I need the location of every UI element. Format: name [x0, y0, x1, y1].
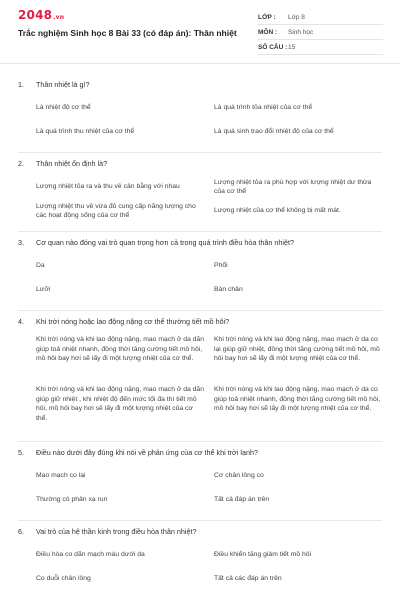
option-c[interactable]: Lưỡi	[36, 286, 51, 294]
options	[18, 175, 382, 223]
page-title: Trắc nghiệm Sinh học 8 Bài 33 (có đáp án): Thân nhiệt	[18, 28, 237, 38]
option-a[interactable]: Lượng nhiệt tỏa ra và thu về cân bằng với nhau	[36, 183, 180, 191]
header	[0, 0, 400, 64]
option-b[interactable]: Cơ chân lông co	[214, 472, 264, 480]
option-a[interactable]: Mao mạch co lại	[36, 472, 86, 480]
question-4	[18, 311, 382, 442]
question-text: Cơ quan nào đóng vai trò quan trọng hơn cả trong quá trình điều hòa thân nhiệt?	[36, 238, 294, 247]
option-c[interactable]: Co duỗi chân lông	[36, 575, 91, 583]
option-d[interactable]: Khi trời nóng và khi lao động nặng, mao mạch ở da co giúp toả nhiệt nhanh, đồng thời tăng cường tiết mồ hôi, mồ hôi bay hơi sẽ lấy đi một lượng nhiệt của cơ thể.	[214, 386, 381, 412]
meta-table	[258, 10, 383, 55]
options	[18, 464, 382, 512]
question-number: 5.	[18, 448, 24, 457]
option-b[interactable]: Phổi	[214, 262, 228, 270]
question-number: 1.	[18, 80, 24, 89]
option-c[interactable]: Thường có phản xạ run	[36, 496, 108, 504]
logo-suffix: .vn	[53, 14, 65, 21]
option-c[interactable]: Khi trời nóng và khi lao động nặng, mao mạch ở da dãn giúp giữ nhiệt , khi nhiệt độ đến mức tối đa thì tiết mồ hôi, mồ hôi bay hơi sẽ lấy đi một lượng nhiệt của cơ thể.	[36, 386, 204, 422]
option-b[interactable]: Điều khiển tăng giảm tiết mồ hôi	[214, 551, 312, 559]
meta-row-class	[258, 10, 383, 25]
question-3	[18, 232, 382, 311]
question-number: 6.	[18, 527, 24, 536]
question-number: 4.	[18, 317, 24, 326]
question-number: 3.	[18, 238, 24, 247]
option-b[interactable]: Lượng nhiệt tỏa ra phù hợp với lượng nhiệt dư thừa của cơ thể	[214, 178, 372, 195]
option-d[interactable]: Tất cả các đáp án trên	[214, 575, 282, 583]
question-text: Điều nào dưới đây đúng khi nói về phản ứng của cơ thể khi trời lạnh?	[36, 448, 258, 457]
option-d[interactable]: Tất cả đáp án trên	[214, 496, 270, 504]
option-c[interactable]: Lượng nhiệt thu về vừa đủ cung cấp năng lượng cho các hoạt động sống của cơ thể	[36, 202, 196, 219]
question-text: Thân nhiệt ổn định là?	[36, 159, 108, 168]
question-list	[0, 64, 400, 599]
question-text: Thân nhiệt là gì?	[36, 80, 90, 89]
meta-row-count	[258, 40, 383, 55]
question-2	[18, 153, 382, 232]
meta-row-subject	[258, 25, 383, 40]
option-b[interactable]: Khi trời nóng và khi lao động nặng, mao mạch ở da co lại giúp giữ nhiệt, đồng thời tăng cường tiết mồ hôi, mồ hôi bay hơi sẽ lấy đi một lượng nhiệt của cơ thể.	[214, 336, 380, 362]
option-a[interactable]: Da	[36, 262, 45, 270]
meta-label: SỐ CÂU :	[258, 43, 288, 51]
option-a[interactable]: Là nhiệt độ cơ thể	[36, 104, 91, 112]
question-6	[18, 521, 382, 599]
option-d[interactable]: Là quá sinh trao đổi nhiệt độ của cơ thể	[214, 128, 334, 136]
meta-value: Sinh học	[288, 28, 314, 36]
options	[18, 333, 382, 433]
option-c[interactable]: Là quá trình thu nhiệt của cơ thể	[36, 128, 135, 136]
question-text: Vai trò của hệ thần kinh trong điều hòa thân nhiệt?	[36, 527, 197, 536]
option-a[interactable]: Khi trời nóng và khi lao động nặng, mao mạch ở da dãn giúp toả nhiệt nhanh, đồng thời tăng cường tiết mồ hôi, mồ hôi bay hơi sẽ lấy đi một lượng nhiệt của cơ thể.	[36, 336, 204, 362]
options	[18, 96, 382, 144]
meta-label: MÔN :	[258, 28, 278, 36]
options	[18, 254, 382, 302]
question-text: Khi trời nóng hoặc lao động nặng cơ thể thường tiết mồ hôi?	[36, 317, 230, 326]
meta-label: LỚP :	[258, 13, 276, 21]
option-d[interactable]: Bàn chân	[214, 286, 243, 294]
question-5	[18, 442, 382, 521]
option-d[interactable]: Lượng nhiệt của cơ thể không bị mất mát.	[214, 207, 341, 215]
question-number: 2.	[18, 159, 24, 168]
option-b[interactable]: Là quá trình tỏa nhiệt của cơ thể	[214, 104, 313, 112]
options	[18, 543, 382, 591]
meta-value: 15	[288, 43, 296, 51]
logo-main: 2048	[18, 8, 53, 22]
meta-value: Lớp 8	[288, 13, 305, 21]
question-1	[18, 74, 382, 153]
option-a[interactable]: Điều hòa co dãn mạch máu dưới da	[36, 551, 145, 559]
